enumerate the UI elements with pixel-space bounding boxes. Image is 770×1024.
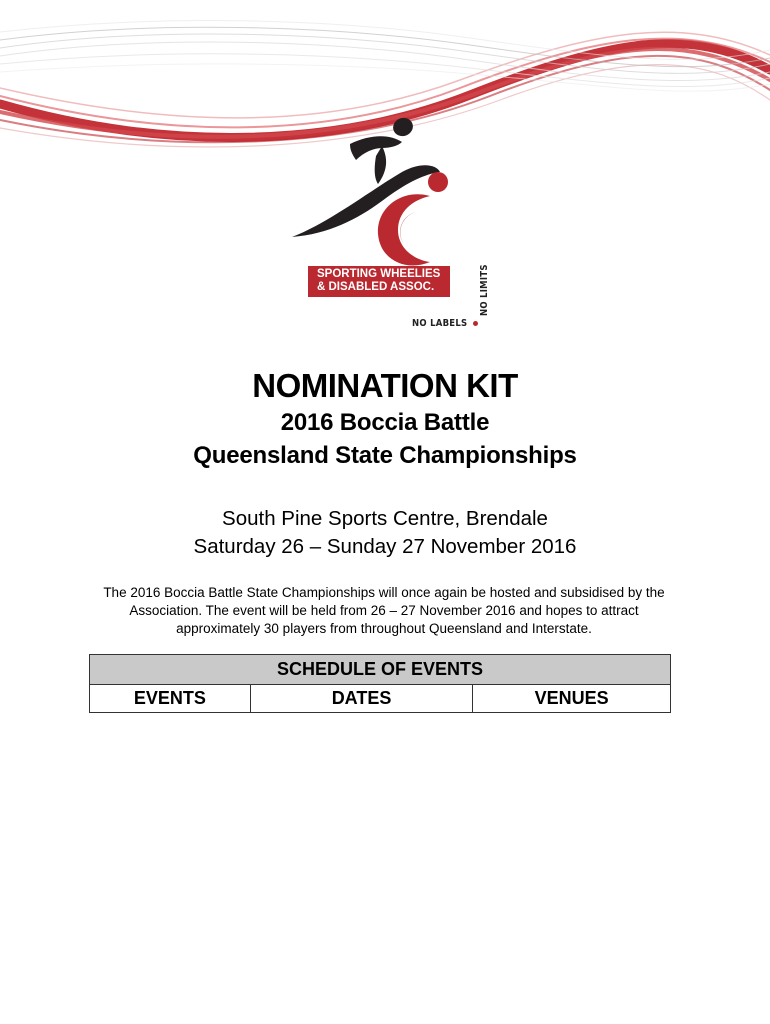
organisation-name-badge — [308, 266, 450, 297]
event-name: 2016 Boccia Battle — [280, 409, 490, 436]
schedule-heading: SCHEDULE OF EVENTS — [90, 655, 671, 685]
column-header-dates: DATES — [250, 685, 473, 713]
schedule-heading-row — [90, 655, 671, 685]
schedule-columns-row — [90, 685, 671, 713]
tagline-no-labels: NO LABELS — [412, 318, 468, 329]
document-title: NOMINATION KIT — [252, 367, 518, 404]
event-subtitle: Queensland State Championships — [193, 442, 577, 469]
intro-paragraph: The 2016 Boccia Battle State Championships will once again be hosted and subsidised by the Association. The event will be held from 26 – 27 November 2016 and hopes to attract approximately 30 players from throughout Queensland and Interstate. — [103, 585, 665, 636]
tagline-dot-icon — [473, 321, 478, 326]
tagline-no-limits: NO LIMITS — [479, 264, 490, 316]
event-dates-text: Saturday 26 – Sunday 27 November 2016 — [193, 535, 577, 558]
organisation-name-line2: & DISABLED ASSOC. — [317, 281, 435, 293]
schedule-table — [89, 654, 671, 713]
venue-text: South Pine Sports Centre, Brendale — [222, 507, 548, 530]
column-header-events: EVENTS — [90, 685, 251, 713]
sporting-wheelies-logo — [290, 112, 500, 337]
organisation-name-line1: SPORTING WHEELIES — [317, 268, 441, 280]
column-header-venues: VENUES — [473, 685, 671, 713]
